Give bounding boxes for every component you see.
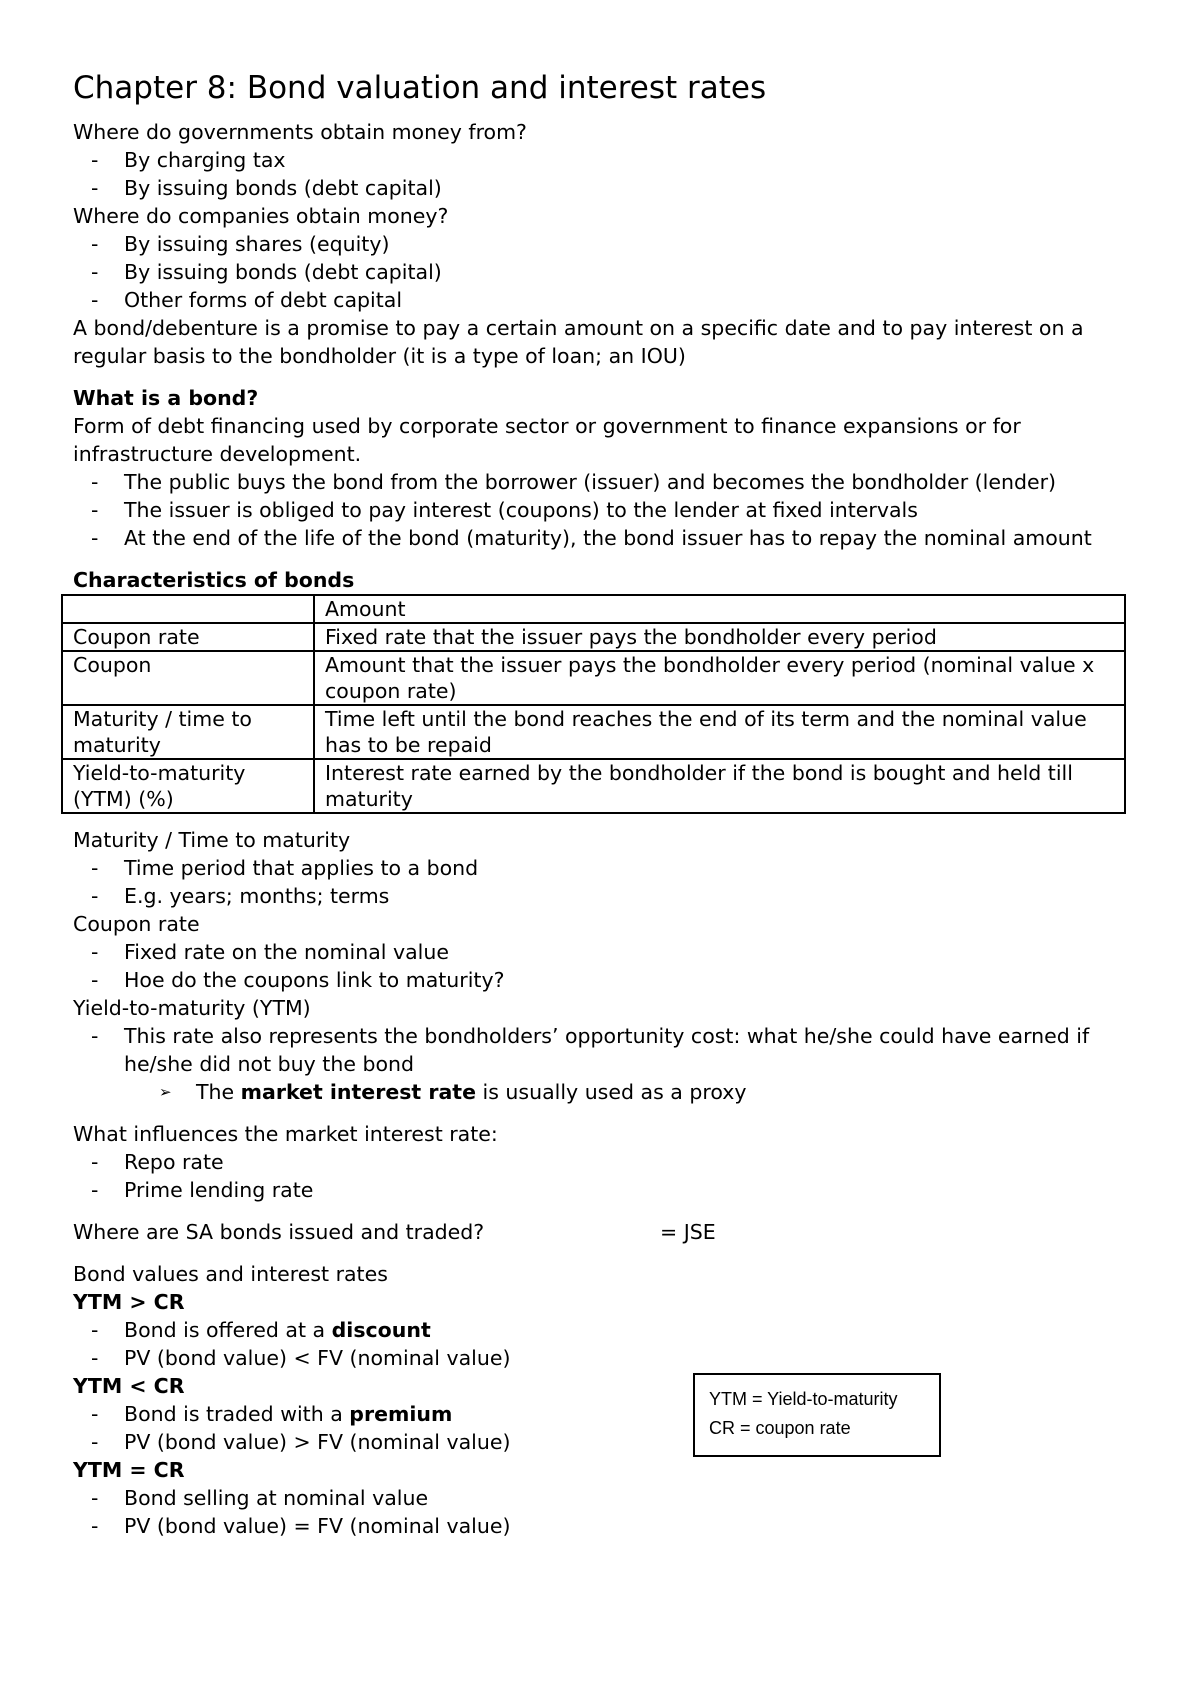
heading-what-is-bond: What is a bond?	[73, 386, 259, 410]
where-traded-row	[73, 1218, 1133, 1246]
list-item: - Hoe do the coupons link to maturity?	[73, 966, 1133, 994]
where-traded-answer: = JSE	[660, 1220, 716, 1244]
list-item: - E.g. years; months; terms	[73, 882, 1133, 910]
what-is-bond-text: Form of debt financing used by corporate sector or government to finance expansions or for infrastructure development.	[73, 414, 1021, 466]
ytm-label: Yield-to-maturity (YTM)	[73, 996, 311, 1020]
characteristics-table	[61, 594, 1126, 814]
item-text: Bond is traded with a	[124, 1402, 350, 1426]
sub-item-text: is usually used as a proxy	[476, 1080, 747, 1104]
list-item: - This rate also represents the bondholders’ opportunity cost: what he/she could have earned if he/she did not buy the bond	[73, 1022, 1133, 1078]
table-cell-description: Interest rate earned by the bondholder if the bond is bought and held till maturity	[314, 759, 1125, 813]
table-cell-description: Fixed rate that the issuer pays the bondholder every period	[314, 623, 1125, 651]
table-cell-term: Coupon rate	[62, 623, 314, 651]
list-item: - The public buys the bond from the borrower (issuer) and becomes the bondholder (lender)	[73, 468, 1133, 496]
list-relation	[73, 1400, 1133, 1456]
table-cell-term: Maturity / time to maturity	[62, 705, 314, 759]
page-content	[73, 68, 1133, 1540]
list-item: - At the end of the life of the bond (maturity), the bond issuer has to repay the nominal amount	[73, 524, 1133, 552]
relation-heading: YTM = CR	[73, 1458, 185, 1482]
list-ytm	[73, 1022, 1133, 1106]
list-item: - Repo rate	[73, 1148, 1133, 1176]
abbreviation-legend-box	[693, 1373, 941, 1457]
list-item: - Fixed rate on the nominal value	[73, 938, 1133, 966]
where-traded-question: Where are SA bonds issued and traded?	[73, 1220, 485, 1244]
list-item	[73, 1400, 1133, 1428]
item-bold: premium	[349, 1402, 453, 1426]
relation-heading: YTM < CR	[73, 1374, 185, 1398]
table-header-cell	[62, 595, 314, 623]
list-item: - PV (bond value) < FV (nominal value)	[73, 1344, 1133, 1372]
list-item: - Other forms of debt capital	[73, 286, 1133, 314]
influences-label: What influences the market interest rate:	[73, 1122, 498, 1146]
item-bold: discount	[331, 1318, 431, 1342]
list-item: - By charging tax	[73, 146, 1133, 174]
item-text: Bond selling at nominal value	[124, 1486, 429, 1510]
sub-list-item	[73, 1078, 1133, 1106]
table-header-cell: Amount	[314, 595, 1125, 623]
list-item	[73, 1484, 1133, 1512]
table-cell-term: Yield-to-maturity (YTM) (%)	[62, 759, 314, 813]
list-item: - By issuing bonds (debt capital)	[73, 258, 1133, 286]
list-item: - PV (bond value) = FV (nominal value)	[73, 1512, 1133, 1540]
list-governments	[73, 146, 1133, 202]
list-item: - PV (bond value) > FV (nominal value)	[73, 1428, 1133, 1456]
legend-line: CR = coupon rate	[709, 1418, 851, 1438]
table-row	[62, 623, 1125, 651]
heading-characteristics: Characteristics of bonds	[73, 568, 355, 592]
list-item: - The issuer is obliged to pay interest (coupons) to the lender at fixed intervals	[73, 496, 1133, 524]
bond-definition: A bond/debenture is a promise to pay a certain amount on a specific date and to pay interest on a regular basis to the bondholder (it is a type of loan; an IOU)	[73, 316, 1084, 368]
coupon-rate-label: Coupon rate	[73, 912, 200, 936]
question-governments: Where do governments obtain money from?	[73, 120, 527, 144]
maturity-label: Maturity / Time to maturity	[73, 828, 351, 852]
legend-line: YTM = Yield-to-maturity	[709, 1389, 898, 1409]
list-relation	[73, 1316, 1133, 1372]
relation-heading: YTM > CR	[73, 1290, 185, 1314]
table-row	[62, 705, 1125, 759]
question-companies: Where do companies obtain money?	[73, 204, 449, 228]
list-item	[73, 1316, 1133, 1344]
table-cell-term: Coupon	[62, 651, 314, 705]
relations-label: Bond values and interest rates	[73, 1262, 388, 1286]
list-item: - By issuing shares (equity)	[73, 230, 1133, 258]
list-companies	[73, 230, 1133, 314]
list-what-is-bond	[73, 468, 1133, 552]
sub-item-bold: market interest rate	[240, 1080, 477, 1104]
list-influences	[73, 1148, 1133, 1204]
table-cell-description: Amount that the issuer pays the bondholder every period (nominal value x coupon rate)	[314, 651, 1125, 705]
list-item: - By issuing bonds (debt capital)	[73, 174, 1133, 202]
table-cell-description: Time left until the bond reaches the end of its term and the nominal value has to be repaid	[314, 705, 1125, 759]
table-header-row	[62, 595, 1125, 623]
list-relation	[73, 1484, 1133, 1540]
table-row	[62, 759, 1125, 813]
sub-item-text: The	[196, 1080, 241, 1104]
table-row	[62, 651, 1125, 705]
item-text: Bond is offered at a	[124, 1318, 332, 1342]
list-maturity	[73, 854, 1133, 910]
page-title: Chapter 8: Bond valuation and interest rates	[73, 70, 767, 106]
list-item: - Time period that applies to a bond	[73, 854, 1133, 882]
list-item: - Prime lending rate	[73, 1176, 1133, 1204]
list-coupon-rate	[73, 938, 1133, 994]
